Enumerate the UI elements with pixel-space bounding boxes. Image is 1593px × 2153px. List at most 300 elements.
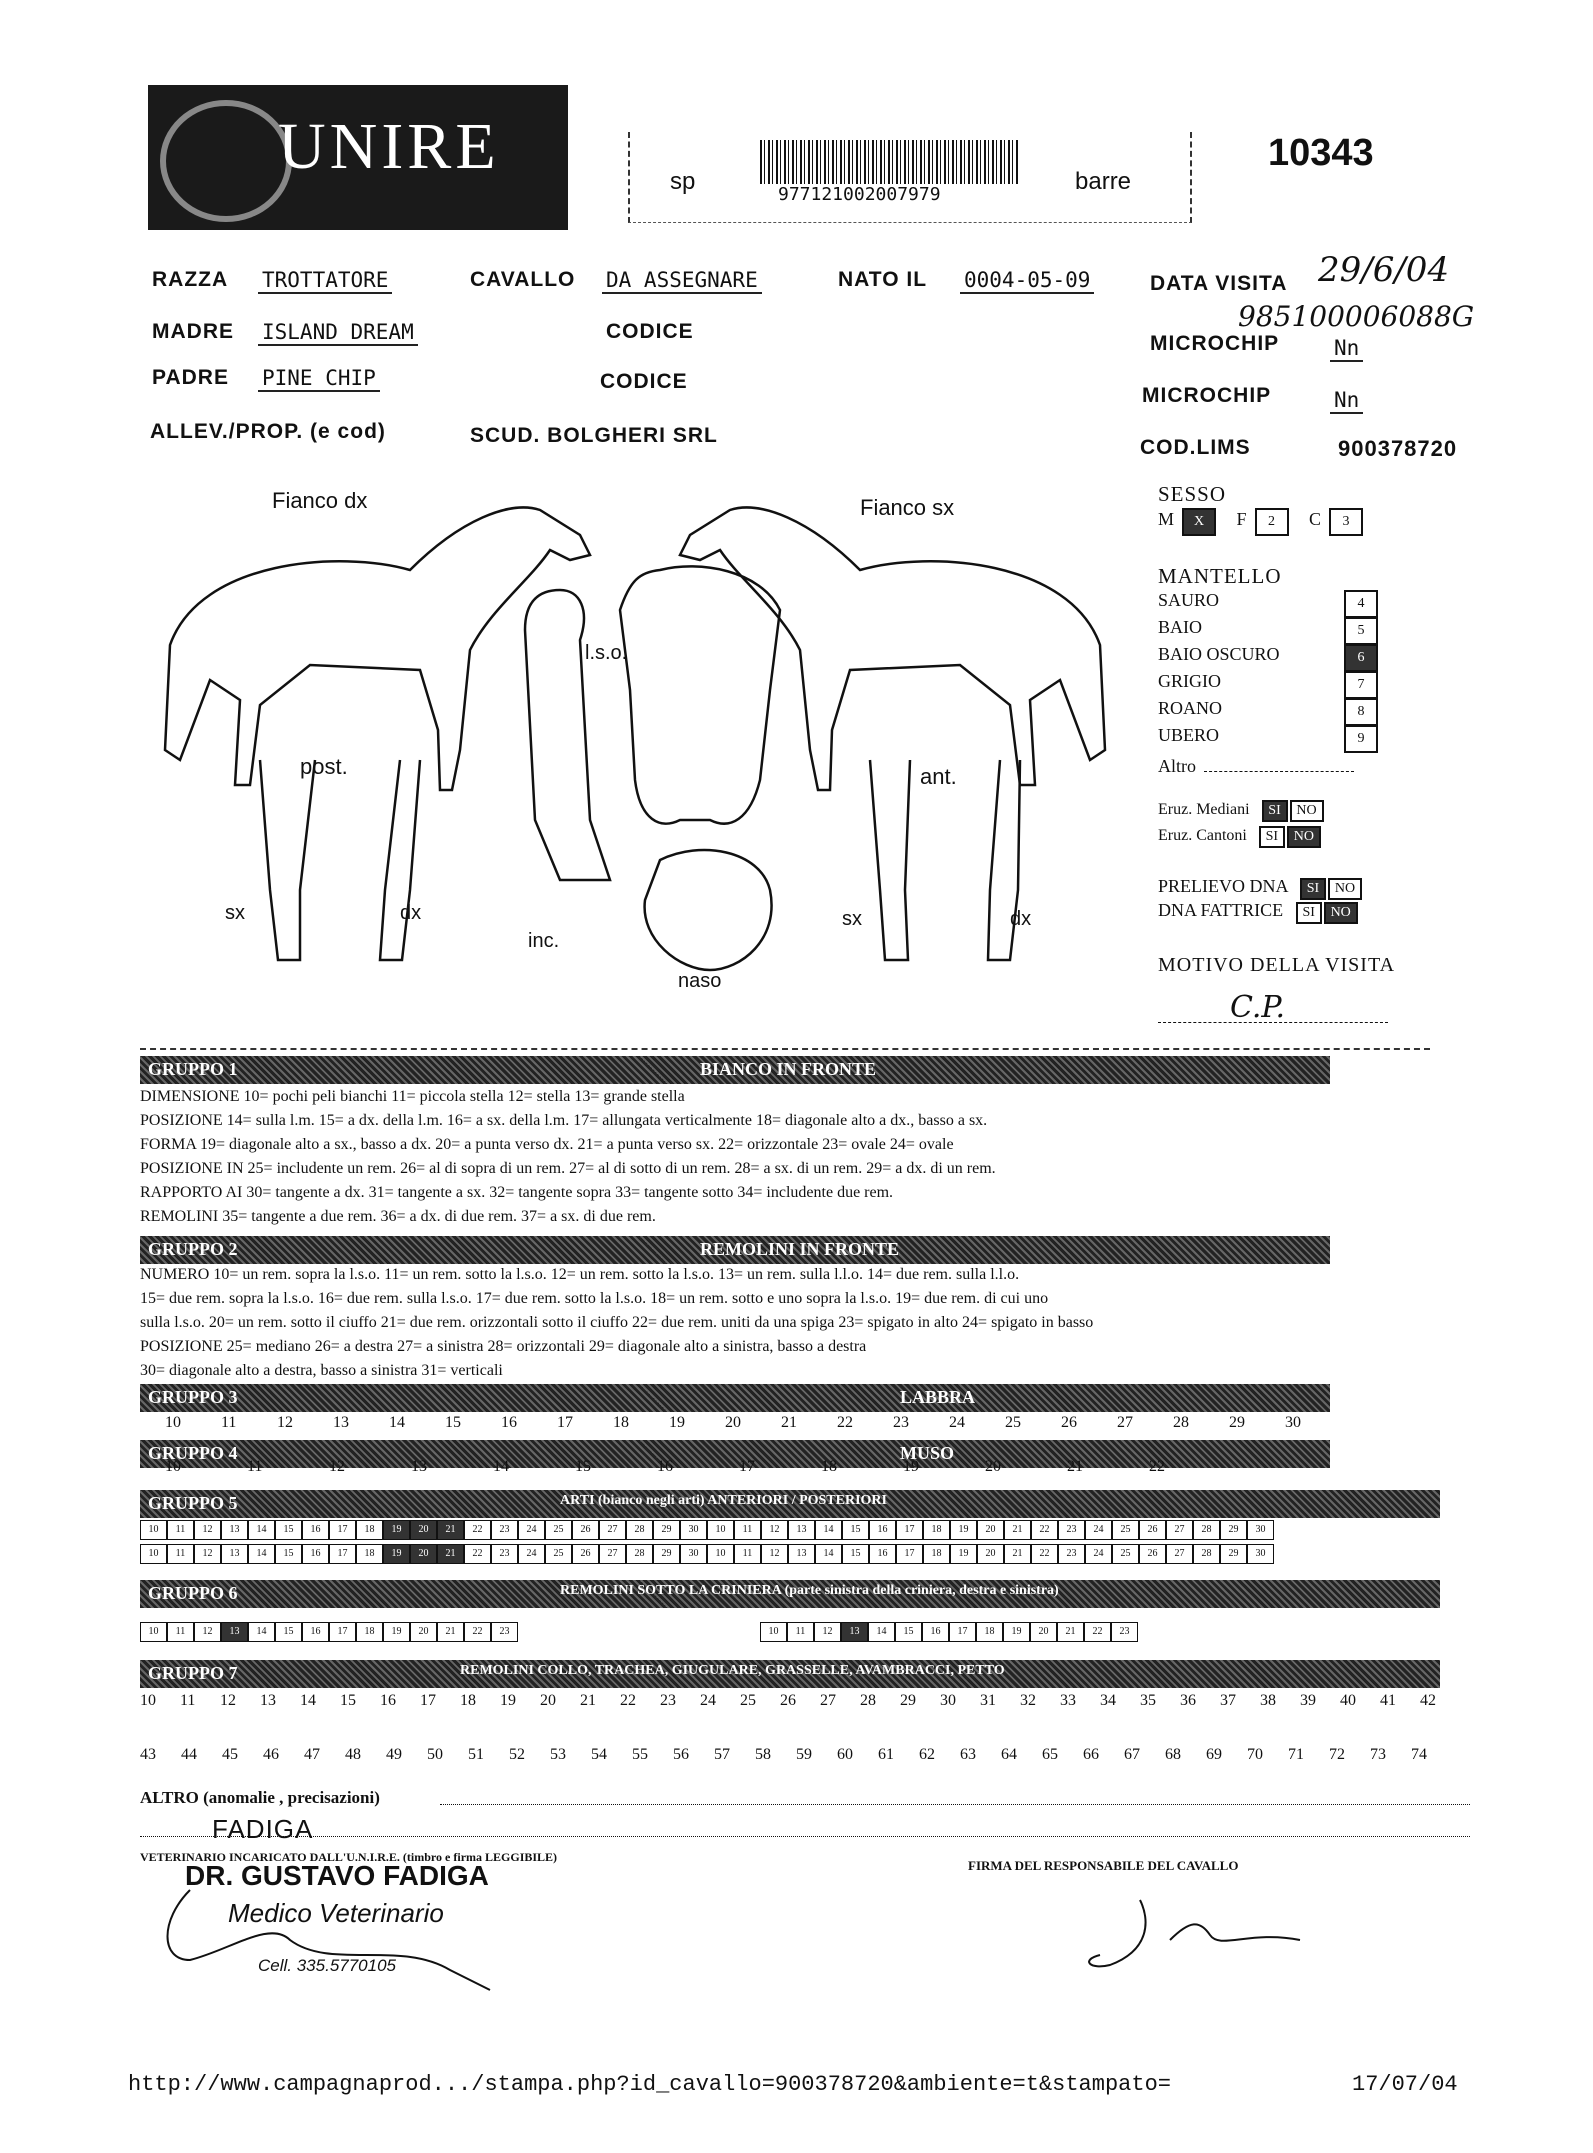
option-number[interactable]: 31 [980, 1692, 996, 1709]
grid-checkbox[interactable]: 19 [950, 1544, 977, 1564]
grid-checkbox[interactable]: 15 [842, 1544, 869, 1564]
grid-checkbox[interactable]: 17 [329, 1544, 356, 1564]
grid-checkbox[interactable]: 13 [841, 1622, 868, 1642]
gruppo-2-row: NUMERO 10= un rem. sopra la l.s.o. 11= un rem. sotto la l.s.o. 12= un rem. sotto la l.s.o. 13= un rem. sulla l.l.o. 14= due rem. sulla l.l.o. [140, 1266, 1020, 1283]
grid-checkbox[interactable]: 28 [1193, 1544, 1220, 1564]
grid-checkbox[interactable]: 24 [518, 1520, 545, 1540]
stamp-name: DR. GUSTAVO FADIGA [185, 1860, 489, 1891]
option-number[interactable]: 28 [860, 1692, 876, 1709]
grid-checkbox[interactable]: 26 [572, 1520, 599, 1540]
option-number[interactable]: 18 [821, 1458, 837, 1475]
option-number[interactable]: 18 [613, 1414, 629, 1431]
grid-checkbox[interactable]: 28 [626, 1544, 653, 1564]
sesso-label: SESSO [1158, 482, 1227, 506]
nato-value: 0004-05-09 [960, 268, 1094, 294]
option-number[interactable]: 59 [796, 1746, 812, 1763]
gruppo-7-title: REMOLINI COLLO, TRACHEA, GIUGULARE, GRASSELLE, AVAMBRACCI, PETTO [460, 1663, 1005, 1678]
grid-checkbox[interactable]: 11 [167, 1622, 194, 1642]
prelievo-dna-row [1158, 876, 1362, 900]
option-number[interactable]: 41 [1380, 1692, 1396, 1709]
grid-checkbox[interactable]: 22 [1031, 1520, 1058, 1540]
option-number[interactable]: 17 [739, 1458, 755, 1475]
option-number[interactable]: 13 [411, 1458, 427, 1475]
grid-checkbox[interactable]: 27 [1166, 1544, 1193, 1564]
padre-value: PINE CHIP [258, 366, 380, 392]
grid-checkbox[interactable]: 10 [760, 1622, 787, 1642]
microchip-label-1: MICROCHIP [1150, 332, 1280, 355]
option-number[interactable]: 16 [657, 1458, 673, 1475]
option-number[interactable]: 50 [427, 1746, 443, 1763]
option-number[interactable]: 73 [1370, 1746, 1386, 1763]
grid-checkbox[interactable]: 15 [842, 1520, 869, 1540]
eruz-mediani-si[interactable]: SI [1262, 800, 1288, 822]
option-number[interactable]: 14 [300, 1692, 316, 1709]
grid-checkbox[interactable]: 28 [1193, 1520, 1220, 1540]
option-number[interactable]: 10 [165, 1458, 181, 1475]
codlims-label: COD.LIMS [1140, 436, 1251, 459]
sesso-c: C [1309, 509, 1322, 529]
option-number[interactable]: 36 [1180, 1692, 1196, 1709]
option-number[interactable]: 66 [1083, 1746, 1099, 1763]
option-number[interactable]: 10 [140, 1692, 156, 1709]
option-number[interactable]: 67 [1124, 1746, 1140, 1763]
grid-checkbox[interactable]: 11 [734, 1544, 761, 1564]
option-number[interactable]: 15 [445, 1414, 461, 1431]
option-number[interactable]: 46 [263, 1746, 279, 1763]
grid-checkbox[interactable]: 24 [1085, 1544, 1112, 1564]
option-number[interactable]: 26 [1061, 1414, 1077, 1431]
grid-checkbox[interactable]: 22 [1031, 1544, 1058, 1564]
grid-checkbox[interactable]: 29 [653, 1520, 680, 1540]
grid-checkbox[interactable]: 26 [572, 1544, 599, 1564]
option-number[interactable]: 54 [591, 1746, 607, 1763]
grid-checkbox[interactable]: 13 [788, 1520, 815, 1540]
grid-checkbox[interactable]: 18 [356, 1544, 383, 1564]
option-number[interactable]: 13 [333, 1414, 349, 1431]
grid-checkbox[interactable]: 26 [1139, 1520, 1166, 1540]
fianco-dx-label: Fianco dx [272, 488, 368, 513]
grid-checkbox[interactable]: 29 [1220, 1544, 1247, 1564]
mantello-item [1158, 590, 1378, 617]
option-number[interactable]: 53 [550, 1746, 566, 1763]
grid-checkbox[interactable]: 20 [410, 1544, 437, 1564]
mantello-checkbox[interactable]: 9 [1344, 725, 1378, 753]
option-number[interactable]: 11 [247, 1458, 263, 1475]
grid-checkbox[interactable]: 18 [356, 1520, 383, 1540]
option-number[interactable]: 58 [755, 1746, 771, 1763]
option-number[interactable]: 60 [837, 1746, 853, 1763]
option-number[interactable]: 49 [386, 1746, 402, 1763]
grid-checkbox[interactable]: 14 [248, 1544, 275, 1564]
gruppo-7-numbers-b [140, 1746, 1452, 1764]
grid-checkbox[interactable]: 13 [221, 1544, 248, 1564]
grid-checkbox[interactable]: 19 [383, 1544, 410, 1564]
gruppo-7-label: GRUPPO 7 [148, 1663, 238, 1683]
altro-line-2 [140, 1836, 1470, 1837]
option-number[interactable]: 14 [493, 1458, 509, 1475]
vet-label: VETERINARIO INCARICATO DALL'U.N.I.R.E. (timbro e firma LEGGIBILE) [140, 1850, 558, 1864]
gruppo-1-row: DIMENSIONE 10= pochi peli bianchi 11= piccola stella 12= stella 13= grande stella [140, 1088, 685, 1105]
option-number[interactable]: 19 [669, 1414, 685, 1431]
grid-checkbox[interactable]: 30 [680, 1544, 707, 1564]
option-number[interactable]: 11 [221, 1414, 237, 1431]
option-number[interactable]: 30 [1285, 1414, 1301, 1431]
eruz-mediani-label: Eruz. Mediani [1158, 801, 1250, 818]
grid-checkbox[interactable]: 25 [545, 1520, 572, 1540]
firma-label: FIRMA DEL RESPONSABILE DEL CAVALLO [968, 1858, 1239, 1873]
option-number[interactable]: 16 [380, 1692, 396, 1709]
grid-checkbox[interactable]: 19 [383, 1622, 410, 1642]
grid-checkbox[interactable]: 18 [923, 1544, 950, 1564]
grid-checkbox[interactable]: 11 [167, 1544, 194, 1564]
allev-label: ALLEV./PROP. (e cod) [150, 420, 386, 443]
option-number[interactable]: 44 [181, 1746, 197, 1763]
option-number[interactable]: 32 [1020, 1692, 1036, 1709]
option-number[interactable]: 12 [277, 1414, 293, 1431]
option-number[interactable]: 14 [389, 1414, 405, 1431]
option-number[interactable]: 56 [673, 1746, 689, 1763]
grid-checkbox[interactable]: 24 [1085, 1520, 1112, 1540]
grid-checkbox[interactable]: 10 [140, 1520, 167, 1540]
grid-checkbox[interactable]: 23 [491, 1544, 518, 1564]
unire-logo [148, 85, 568, 230]
grid-checkbox[interactable]: 16 [302, 1520, 329, 1540]
option-number[interactable]: 25 [1005, 1414, 1021, 1431]
razza-value: TROTTATORE [258, 268, 392, 294]
grid-checkbox[interactable]: 14 [868, 1622, 895, 1642]
option-number[interactable]: 69 [1206, 1746, 1222, 1763]
grid-checkbox[interactable]: 21 [437, 1544, 464, 1564]
prelievo-dna-no[interactable]: NO [1328, 878, 1362, 900]
grid-checkbox[interactable]: 22 [464, 1544, 491, 1564]
prelievo-dna-si[interactable]: SI [1300, 878, 1326, 900]
option-number[interactable]: 24 [700, 1692, 716, 1709]
mantello-checkbox[interactable]: 5 [1344, 617, 1378, 645]
option-number[interactable]: 55 [632, 1746, 648, 1763]
grid-checkbox[interactable]: 27 [1166, 1520, 1193, 1540]
option-number[interactable]: 17 [557, 1414, 573, 1431]
grid-checkbox[interactable]: 20 [1030, 1622, 1057, 1642]
grid-checkbox[interactable]: 20 [410, 1622, 437, 1642]
cavallo-label: CAVALLO [470, 268, 576, 291]
grid-checkbox[interactable]: 19 [383, 1520, 410, 1540]
option-number[interactable]: 40 [1340, 1692, 1356, 1709]
gruppo-2-label: GRUPPO 2 [148, 1239, 238, 1259]
grid-checkbox[interactable]: 20 [977, 1544, 1004, 1564]
grid-checkbox[interactable]: 25 [1112, 1544, 1139, 1564]
data-visita-label: DATA VISITA [1150, 272, 1288, 295]
option-number[interactable]: 68 [1165, 1746, 1181, 1763]
grid-checkbox[interactable]: 20 [977, 1520, 1004, 1540]
grid-checkbox[interactable]: 29 [1220, 1520, 1247, 1540]
codice-label-1: CODICE [606, 320, 694, 343]
eruz-cantoni-no[interactable]: NO [1287, 826, 1321, 848]
option-number[interactable]: 12 [329, 1458, 345, 1475]
grid-checkbox[interactable]: 19 [950, 1520, 977, 1540]
gruppo-7-numbers-a [140, 1692, 1460, 1710]
print-date: 17/07/04 [1352, 2072, 1458, 2097]
option-number[interactable]: 29 [1229, 1414, 1245, 1431]
option-number[interactable]: 23 [893, 1414, 909, 1431]
option-number[interactable]: 20 [725, 1414, 741, 1431]
gruppo-6-title: REMOLINI SOTTO LA CRINIERA (parte sinistra della criniera, destra e sinistra) [560, 1583, 1059, 1598]
option-number[interactable]: 43 [140, 1746, 156, 1763]
option-number[interactable]: 24 [949, 1414, 965, 1431]
option-number[interactable]: 25 [740, 1692, 756, 1709]
grid-checkbox[interactable]: 25 [545, 1544, 572, 1564]
grid-checkbox[interactable]: 15 [275, 1622, 302, 1642]
option-number[interactable]: 12 [220, 1692, 236, 1709]
mantello-checkbox[interactable]: 6 [1344, 644, 1378, 672]
option-number[interactable]: 22 [620, 1692, 636, 1709]
grid-checkbox[interactable]: 23 [1058, 1520, 1085, 1540]
grid-checkbox[interactable]: 20 [410, 1520, 437, 1540]
grid-checkbox[interactable]: 21 [437, 1520, 464, 1540]
mantello-item-label: BAIO OSCURO [1158, 644, 1280, 664]
option-number[interactable]: 22 [837, 1414, 853, 1431]
grid-checkbox[interactable]: 10 [707, 1520, 734, 1540]
option-number[interactable]: 20 [985, 1458, 1001, 1475]
gruppo-1-rows [140, 1088, 1330, 1232]
option-number[interactable]: 45 [222, 1746, 238, 1763]
gruppo-4-label: GRUPPO 4 [148, 1443, 238, 1463]
option-number[interactable]: 30 [940, 1692, 956, 1709]
grid-checkbox[interactable]: 14 [248, 1520, 275, 1540]
gruppo-5-label: GRUPPO 5 [148, 1493, 238, 1513]
mantello-item-label: SAURO [1158, 590, 1220, 610]
grid-checkbox[interactable]: 15 [275, 1520, 302, 1540]
grid-checkbox[interactable]: 28 [626, 1520, 653, 1540]
gruppo-2-row: 30= diagonale alto a destra, basso a sinistra 31= verticali [140, 1362, 503, 1379]
option-number[interactable]: 18 [460, 1692, 476, 1709]
gruppo-1-title: BIANCO IN FRONTE [700, 1059, 877, 1079]
grid-checkbox[interactable]: 30 [1247, 1520, 1274, 1540]
dna-fattrice-no[interactable]: NO [1324, 902, 1358, 924]
option-number[interactable]: 37 [1220, 1692, 1236, 1709]
barcode-number: 977121002007979 [778, 184, 941, 205]
option-number[interactable]: 21 [781, 1414, 797, 1431]
mantello-item [1158, 617, 1378, 644]
option-number[interactable]: 11 [180, 1692, 196, 1709]
grid-checkbox[interactable]: 29 [653, 1544, 680, 1564]
option-number[interactable]: 51 [468, 1746, 484, 1763]
option-number[interactable]: 10 [165, 1414, 181, 1431]
grid-checkbox[interactable]: 10 [707, 1544, 734, 1564]
grid-checkbox[interactable]: 27 [599, 1520, 626, 1540]
gruppo-1-row: POSIZIONE IN 25= includente un rem. 26= al di sopra di un rem. 27= al di sotto di un rem. 28= a sx. di un rem. 29= a dx. di un rem. [140, 1160, 996, 1177]
razza-label: RAZZA [152, 268, 229, 291]
grid-checkbox[interactable]: 19 [1003, 1622, 1030, 1642]
option-number[interactable]: 72 [1329, 1746, 1345, 1763]
option-number[interactable]: 17 [420, 1692, 436, 1709]
option-number[interactable]: 74 [1411, 1746, 1427, 1763]
madre-value: ISLAND DREAM [258, 320, 418, 346]
owner-signature-icon [1050, 1880, 1310, 1980]
grid-checkbox[interactable]: 10 [140, 1544, 167, 1564]
eruz-mediani-no[interactable]: NO [1290, 800, 1324, 822]
sesso-m-checkbox[interactable]: X [1182, 508, 1216, 536]
option-number[interactable]: 71 [1288, 1746, 1304, 1763]
codlims-value: 900378720 [1338, 436, 1458, 461]
option-number[interactable]: 57 [714, 1746, 730, 1763]
option-number[interactable]: 19 [500, 1692, 516, 1709]
option-number[interactable]: 21 [1067, 1458, 1083, 1475]
option-number[interactable]: 52 [509, 1746, 525, 1763]
mantello-item [1158, 698, 1378, 725]
option-number[interactable]: 26 [780, 1692, 796, 1709]
grid-checkbox[interactable]: 27 [599, 1544, 626, 1564]
eruz-cantoni-si[interactable]: SI [1259, 826, 1285, 848]
grid-checkbox[interactable]: 12 [761, 1520, 788, 1540]
grid-checkbox[interactable]: 23 [1111, 1622, 1138, 1642]
ant-label: ant. [920, 764, 957, 789]
grid-checkbox[interactable]: 17 [949, 1622, 976, 1642]
option-number[interactable]: 16 [501, 1414, 517, 1431]
grid-checkbox[interactable]: 15 [895, 1622, 922, 1642]
grid-checkbox[interactable]: 10 [140, 1622, 167, 1642]
post-label: post. [300, 754, 348, 779]
gruppo-6-grid-right [760, 1622, 1138, 1642]
sesso-c-checkbox[interactable]: 3 [1329, 508, 1363, 536]
grid-checkbox[interactable]: 17 [329, 1622, 356, 1642]
option-number[interactable]: 62 [919, 1746, 935, 1763]
option-number[interactable]: 38 [1260, 1692, 1276, 1709]
mantello-checkbox[interactable]: 8 [1344, 698, 1378, 726]
grid-checkbox[interactable]: 14 [815, 1520, 842, 1540]
grid-checkbox[interactable]: 21 [1004, 1520, 1031, 1540]
lso-label: l.s.o. [585, 642, 628, 664]
gruppo-4-title: MUSO [900, 1443, 954, 1463]
option-number[interactable]: 19 [903, 1458, 919, 1475]
sesso-f: F [1236, 509, 1247, 529]
grid-checkbox[interactable]: 12 [761, 1544, 788, 1564]
option-number[interactable]: 29 [900, 1692, 916, 1709]
grid-checkbox[interactable]: 22 [1084, 1622, 1111, 1642]
grid-checkbox[interactable]: 14 [248, 1622, 275, 1642]
grid-checkbox[interactable]: 18 [976, 1622, 1003, 1642]
grid-checkbox[interactable]: 11 [734, 1520, 761, 1540]
sesso-f-checkbox[interactable]: 2 [1255, 508, 1289, 536]
dna-fattrice-label: DNA FATTRICE [1158, 900, 1284, 920]
gruppo-2-row: 15= due rem. sopra la l.s.o. 16= due rem. sulla l.s.o. 17= due rem. sotto la l.s.o. 18= un rem. sotto e uno sopra la l.s.o. 19= due rem. di cui uno [140, 1290, 1049, 1307]
altro-line [440, 1804, 1470, 1805]
option-number[interactable]: 23 [660, 1692, 676, 1709]
grid-checkbox[interactable]: 23 [1058, 1544, 1085, 1564]
option-number[interactable]: 48 [345, 1746, 361, 1763]
grid-checkbox[interactable]: 26 [1139, 1544, 1166, 1564]
madre-label: MADRE [152, 320, 234, 343]
grid-checkbox[interactable]: 30 [1247, 1544, 1274, 1564]
grid-checkbox[interactable]: 12 [194, 1520, 221, 1540]
option-number[interactable]: 27 [820, 1692, 836, 1709]
grid-checkbox[interactable]: 16 [302, 1622, 329, 1642]
barcode-box [628, 132, 1192, 223]
option-number[interactable]: 13 [260, 1692, 276, 1709]
vet-signature-icon [150, 1880, 510, 2000]
option-number[interactable]: 61 [878, 1746, 894, 1763]
option-number[interactable]: 22 [1149, 1458, 1165, 1475]
grid-checkbox[interactable]: 11 [167, 1520, 194, 1540]
option-number[interactable]: 15 [340, 1692, 356, 1709]
motivo-line [1158, 1022, 1388, 1023]
grid-checkbox[interactable]: 17 [896, 1544, 923, 1564]
option-number[interactable]: 39 [1300, 1692, 1316, 1709]
grid-checkbox[interactable]: 12 [814, 1622, 841, 1642]
option-number[interactable]: 21 [580, 1692, 596, 1709]
grid-checkbox[interactable]: 13 [221, 1520, 248, 1540]
option-number[interactable]: 35 [1140, 1692, 1156, 1709]
grid-checkbox[interactable]: 23 [491, 1520, 518, 1540]
option-number[interactable]: 63 [960, 1746, 976, 1763]
mantello-item-label: UBERO [1158, 725, 1220, 745]
grid-checkbox[interactable]: 15 [275, 1544, 302, 1564]
grid-checkbox[interactable]: 30 [680, 1520, 707, 1540]
mantello-checkbox[interactable]: 7 [1344, 671, 1378, 699]
grid-checkbox[interactable]: 21 [437, 1622, 464, 1642]
grid-checkbox[interactable]: 25 [1112, 1520, 1139, 1540]
grid-checkbox[interactable]: 13 [788, 1544, 815, 1564]
option-number[interactable]: 65 [1042, 1746, 1058, 1763]
stamp-title: Medico Veterinario [228, 1898, 444, 1928]
option-number[interactable]: 28 [1173, 1414, 1189, 1431]
grid-checkbox[interactable]: 22 [464, 1622, 491, 1642]
grid-checkbox[interactable]: 11 [787, 1622, 814, 1642]
grid-checkbox[interactable]: 14 [815, 1544, 842, 1564]
grid-checkbox[interactable]: 18 [356, 1622, 383, 1642]
naso-label: naso [678, 970, 722, 992]
grid-checkbox[interactable]: 16 [922, 1622, 949, 1642]
grid-checkbox[interactable]: 16 [302, 1544, 329, 1564]
mantello-checkbox[interactable]: 4 [1344, 590, 1378, 618]
motivo-label: MOTIVO DELLA VISITA [1158, 954, 1396, 976]
grid-checkbox[interactable]: 17 [896, 1520, 923, 1540]
microchip-handwritten: 985100006088G [1238, 300, 1475, 333]
option-number[interactable]: 34 [1100, 1692, 1116, 1709]
codice-label-2: CODICE [600, 370, 688, 393]
horse-diagram [140, 460, 1130, 1000]
option-number[interactable]: 64 [1001, 1746, 1017, 1763]
motivo-value: C.P. [1230, 990, 1286, 1025]
grid-checkbox[interactable]: 21 [1004, 1544, 1031, 1564]
grid-checkbox[interactable]: 12 [194, 1544, 221, 1564]
option-number[interactable]: 33 [1060, 1692, 1076, 1709]
sx-label-2: sx [842, 908, 862, 930]
option-number[interactable]: 47 [304, 1746, 320, 1763]
option-number[interactable]: 27 [1117, 1414, 1133, 1431]
gruppo-2-title: REMOLINI IN FRONTE [700, 1239, 900, 1259]
option-number[interactable]: 20 [540, 1692, 556, 1709]
gruppo-5-grid [140, 1520, 1274, 1540]
dna-fattrice-si[interactable]: SI [1296, 902, 1322, 924]
grid-checkbox[interactable]: 23 [491, 1622, 518, 1642]
grid-checkbox[interactable]: 16 [869, 1520, 896, 1540]
grid-checkbox[interactable]: 22 [464, 1520, 491, 1540]
option-number[interactable]: 70 [1247, 1746, 1263, 1763]
grid-checkbox[interactable]: 17 [329, 1520, 356, 1540]
grid-checkbox[interactable]: 21 [1057, 1622, 1084, 1642]
grid-checkbox[interactable]: 24 [518, 1544, 545, 1564]
option-number[interactable]: 42 [1420, 1692, 1436, 1709]
grid-checkbox[interactable]: 16 [869, 1544, 896, 1564]
gruppo-6-label: GRUPPO 6 [148, 1583, 238, 1603]
grid-checkbox[interactable]: 18 [923, 1520, 950, 1540]
option-number[interactable]: 15 [575, 1458, 591, 1475]
gruppo-2-row: sulla l.s.o. 20= un rem. sotto il ciuffo 21= due rem. orizzontali sotto il ciuffo 22= due rem. uniti da una spiga 23= spigato in alto 24= spigato in basso [140, 1314, 1094, 1331]
mantello-item [1158, 725, 1378, 752]
gruppo-2-row: POSIZIONE 25= mediano 26= a destra 27= a sinistra 28= orizzontali 29= diagonale alto a sinistra, basso a destra [140, 1338, 867, 1355]
grid-checkbox[interactable]: 13 [221, 1622, 248, 1642]
grid-checkbox[interactable]: 12 [194, 1622, 221, 1642]
